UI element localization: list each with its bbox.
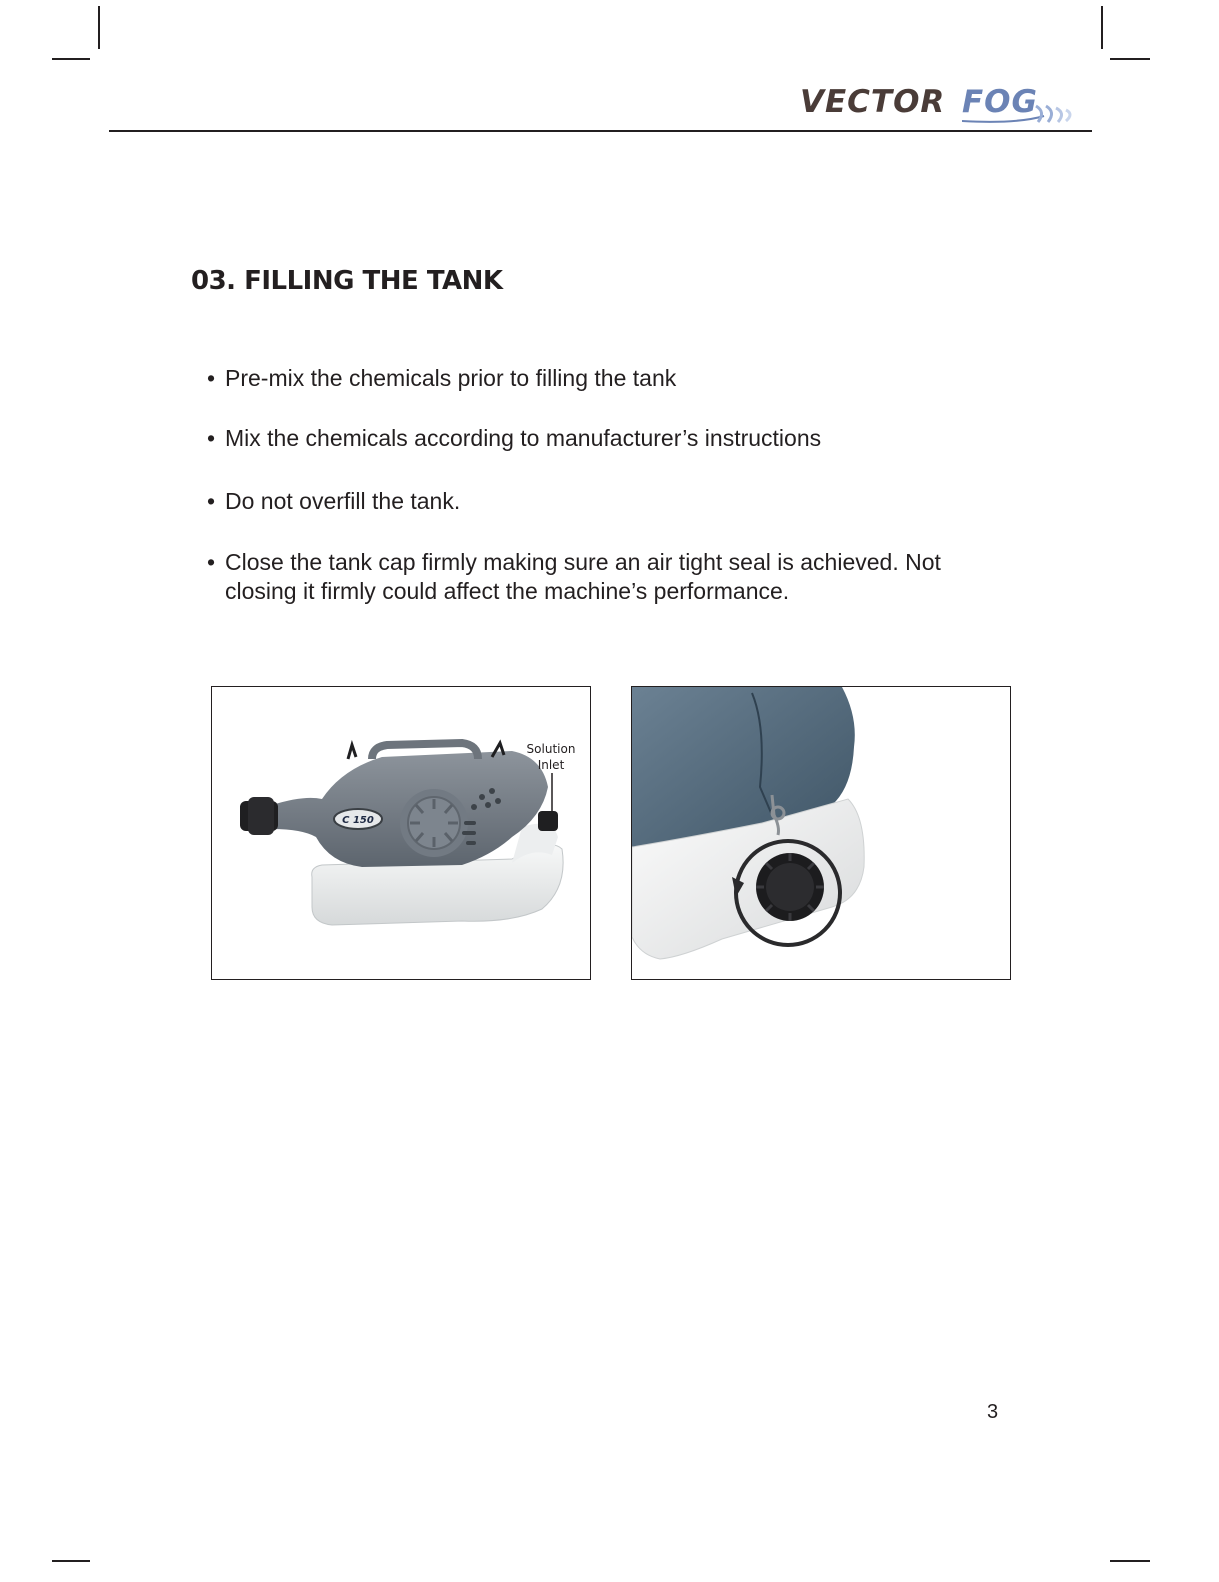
logo-word-fog: FOG bbox=[962, 84, 1038, 120]
list-item-text: Do not overfill the tank. bbox=[225, 488, 461, 514]
page-number: 3 bbox=[987, 1401, 999, 1423]
crop-mark bbox=[1101, 6, 1103, 49]
instruction-list bbox=[207, 364, 1007, 606]
brand-logo bbox=[800, 84, 1090, 128]
crop-mark bbox=[52, 1560, 90, 1562]
list-item-text: Pre-mix the chemicals prior to filling the tank bbox=[225, 365, 677, 391]
crop-mark bbox=[1110, 58, 1150, 60]
list-item: • Pre-mix the chemicals prior to filling the tank bbox=[207, 365, 677, 391]
fogger-photo-figure bbox=[211, 686, 591, 980]
callout-line-2: Inlet bbox=[537, 758, 565, 772]
list-item: • Do not overfill the tank. bbox=[207, 488, 461, 514]
header-rule bbox=[109, 130, 1092, 132]
logo-swoosh-icon bbox=[962, 102, 1080, 124]
tank-cap-illustration bbox=[632, 687, 1011, 980]
list-item: • Close the tank cap firmly making sure an air tight seal is achieved. Not closing it firmly could affect the machine’s performance. bbox=[207, 549, 941, 604]
list-item-text: Close the tank cap firmly making sure an air tight seal is achieved. Not closing it firmly could affect the machine’s performance. bbox=[225, 549, 941, 604]
callout-line-1: Solution bbox=[526, 742, 576, 756]
list-item-text: Mix the chemicals according to manufacturer’s instructions bbox=[225, 425, 822, 451]
device-badge-label: C 150 bbox=[342, 815, 374, 826]
logo-word-vector: VECTOR bbox=[800, 84, 946, 120]
section-title: 03. FILLING THE TANK bbox=[191, 266, 503, 296]
crop-mark bbox=[1110, 1560, 1150, 1562]
crop-mark bbox=[52, 58, 90, 60]
tank-cap-photo-figure bbox=[631, 686, 1011, 980]
crop-mark bbox=[98, 6, 100, 49]
solution-inlet-callout bbox=[523, 741, 579, 773]
list-item: • Mix the chemicals according to manufacturer’s instructions bbox=[207, 425, 822, 451]
fogger-machine-illustration bbox=[212, 687, 591, 980]
